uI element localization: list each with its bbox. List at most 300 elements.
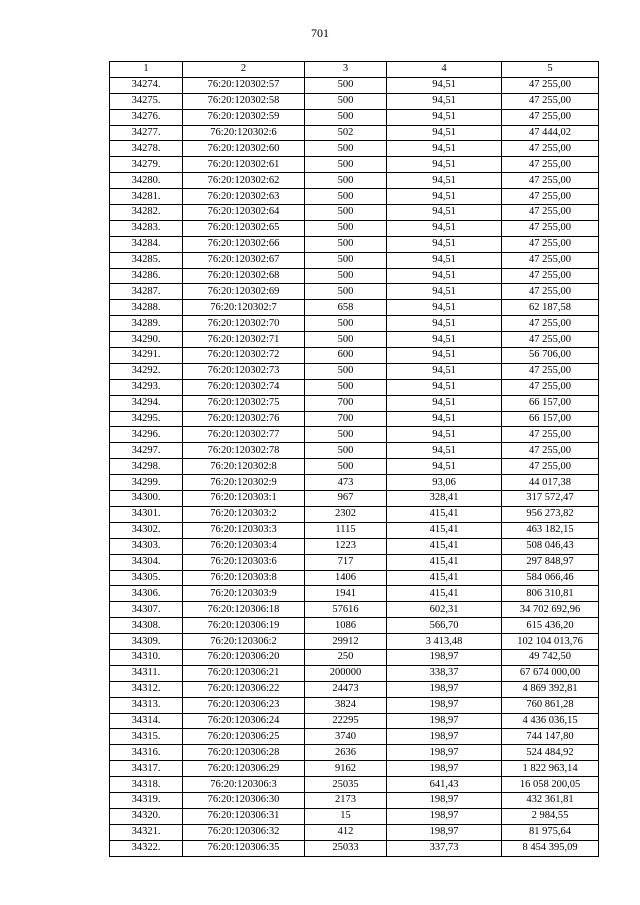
cadastral-number-cell: 76:20:120302:78 xyxy=(183,443,305,459)
area-cell: 500 xyxy=(305,205,387,221)
area-cell: 24473 xyxy=(305,681,387,697)
rate-cell: 94,51 xyxy=(387,141,502,157)
cadastral-number-cell: 76:20:120302:8 xyxy=(183,459,305,475)
value-cell: 47 255,00 xyxy=(502,284,599,300)
cadastral-number-cell: 76:20:120302:59 xyxy=(183,109,305,125)
rate-cell: 198,97 xyxy=(387,792,502,808)
row-number-cell: 34305. xyxy=(110,570,183,586)
row-number-cell: 34316. xyxy=(110,745,183,761)
cadastral-number-cell: 76:20:120302:9 xyxy=(183,475,305,491)
row-number-cell: 34318. xyxy=(110,777,183,793)
data-table xyxy=(109,61,599,857)
row-number-cell: 34286. xyxy=(110,268,183,284)
value-cell: 317 572,47 xyxy=(502,491,599,507)
row-number-cell: 34306. xyxy=(110,586,183,602)
row-number-cell: 34317. xyxy=(110,761,183,777)
cadastral-number-cell: 76:20:120306:29 xyxy=(183,761,305,777)
value-cell: 47 255,00 xyxy=(502,205,599,221)
cadastral-number-cell: 76:20:120302:65 xyxy=(183,220,305,236)
value-cell: 67 674 000,00 xyxy=(502,665,599,681)
row-number-cell: 34277. xyxy=(110,125,183,141)
value-cell: 8 454 395,09 xyxy=(502,840,599,856)
value-cell: 47 255,00 xyxy=(502,189,599,205)
row-number-cell: 34308. xyxy=(110,618,183,634)
rate-cell: 94,51 xyxy=(387,93,502,109)
row-number-cell: 34295. xyxy=(110,411,183,427)
value-cell: 16 058 200,05 xyxy=(502,777,599,793)
row-number-cell: 34282. xyxy=(110,205,183,221)
cadastral-number-cell: 76:20:120306:28 xyxy=(183,745,305,761)
cadastral-number-cell: 76:20:120306:2 xyxy=(183,634,305,650)
cadastral-number-cell: 76:20:120302:7 xyxy=(183,300,305,316)
cadastral-number-cell: 76:20:120302:57 xyxy=(183,77,305,93)
value-cell: 760 861,28 xyxy=(502,697,599,713)
value-cell: 47 255,00 xyxy=(502,77,599,93)
table-row xyxy=(110,602,599,618)
area-cell: 3740 xyxy=(305,729,387,745)
area-cell: 412 xyxy=(305,824,387,840)
table-row xyxy=(110,729,599,745)
value-cell: 56 706,00 xyxy=(502,348,599,364)
cadastral-number-cell: 76:20:120306:23 xyxy=(183,697,305,713)
table-row xyxy=(110,300,599,316)
cadastral-number-cell: 76:20:120303:4 xyxy=(183,538,305,554)
row-number-cell: 34314. xyxy=(110,713,183,729)
rate-cell: 94,51 xyxy=(387,348,502,364)
cadastral-number-cell: 76:20:120306:19 xyxy=(183,618,305,634)
rate-cell: 198,97 xyxy=(387,697,502,713)
row-number-cell: 34294. xyxy=(110,395,183,411)
cadastral-number-cell: 76:20:120302:72 xyxy=(183,348,305,364)
table-row xyxy=(110,332,599,348)
rate-cell: 94,51 xyxy=(387,236,502,252)
table-row xyxy=(110,649,599,665)
rate-cell: 198,97 xyxy=(387,808,502,824)
value-cell: 47 255,00 xyxy=(502,93,599,109)
rate-cell: 3 413,48 xyxy=(387,634,502,650)
row-number-cell: 34313. xyxy=(110,697,183,713)
cadastral-number-cell: 76:20:120302:67 xyxy=(183,252,305,268)
row-number-cell: 34303. xyxy=(110,538,183,554)
cadastral-number-cell: 76:20:120302:73 xyxy=(183,363,305,379)
row-number-cell: 34288. xyxy=(110,300,183,316)
row-number-cell: 34285. xyxy=(110,252,183,268)
table-row xyxy=(110,475,599,491)
rate-cell: 94,51 xyxy=(387,443,502,459)
area-cell: 22295 xyxy=(305,713,387,729)
cadastral-number-cell: 76:20:120302:63 xyxy=(183,189,305,205)
area-cell: 1223 xyxy=(305,538,387,554)
rate-cell: 94,51 xyxy=(387,332,502,348)
row-number-cell: 34278. xyxy=(110,141,183,157)
cadastral-number-cell: 76:20:120306:32 xyxy=(183,824,305,840)
column-header: 1 xyxy=(110,62,183,78)
table-row xyxy=(110,173,599,189)
area-cell: 500 xyxy=(305,236,387,252)
row-number-cell: 34312. xyxy=(110,681,183,697)
rate-cell: 94,51 xyxy=(387,205,502,221)
value-cell: 47 255,00 xyxy=(502,252,599,268)
table-row xyxy=(110,252,599,268)
value-cell: 47 255,00 xyxy=(502,141,599,157)
value-cell: 432 361,81 xyxy=(502,792,599,808)
area-cell: 700 xyxy=(305,395,387,411)
value-cell: 47 255,00 xyxy=(502,236,599,252)
cadastral-number-cell: 76:20:120302:60 xyxy=(183,141,305,157)
area-cell: 967 xyxy=(305,491,387,507)
row-number-cell: 34296. xyxy=(110,427,183,443)
table-row xyxy=(110,586,599,602)
area-cell: 2636 xyxy=(305,745,387,761)
rate-cell: 93,06 xyxy=(387,475,502,491)
column-header: 4 xyxy=(387,62,502,78)
table-row xyxy=(110,268,599,284)
cadastral-number-cell: 76:20:120303:3 xyxy=(183,522,305,538)
table-row xyxy=(110,840,599,856)
cadastral-number-cell: 76:20:120302:71 xyxy=(183,332,305,348)
value-cell: 47 255,00 xyxy=(502,363,599,379)
row-number-cell: 34292. xyxy=(110,363,183,379)
value-cell: 1 822 963,14 xyxy=(502,761,599,777)
row-number-cell: 34279. xyxy=(110,157,183,173)
row-number-cell: 34290. xyxy=(110,332,183,348)
table-row xyxy=(110,792,599,808)
row-number-cell: 34291. xyxy=(110,348,183,364)
cadastral-number-cell: 76:20:120302:62 xyxy=(183,173,305,189)
table-row xyxy=(110,697,599,713)
rate-cell: 94,51 xyxy=(387,173,502,189)
area-cell: 2173 xyxy=(305,792,387,808)
area-cell: 1406 xyxy=(305,570,387,586)
area-cell: 500 xyxy=(305,284,387,300)
table-row xyxy=(110,363,599,379)
table-row xyxy=(110,157,599,173)
rate-cell: 198,97 xyxy=(387,761,502,777)
row-number-cell: 34298. xyxy=(110,459,183,475)
value-cell: 47 255,00 xyxy=(502,459,599,475)
row-number-cell: 34275. xyxy=(110,93,183,109)
area-cell: 500 xyxy=(305,157,387,173)
value-cell: 47 255,00 xyxy=(502,379,599,395)
rate-cell: 94,51 xyxy=(387,379,502,395)
cadastral-number-cell: 76:20:120302:68 xyxy=(183,268,305,284)
value-cell: 806 310,81 xyxy=(502,586,599,602)
cadastral-number-cell: 76:20:120303:2 xyxy=(183,506,305,522)
table-row xyxy=(110,220,599,236)
table-row xyxy=(110,284,599,300)
value-cell: 463 182,15 xyxy=(502,522,599,538)
rate-cell: 415,41 xyxy=(387,570,502,586)
table-row xyxy=(110,618,599,634)
table-row xyxy=(110,443,599,459)
row-number-cell: 34284. xyxy=(110,236,183,252)
area-cell: 500 xyxy=(305,109,387,125)
value-cell: 49 742,50 xyxy=(502,649,599,665)
table-body xyxy=(110,77,599,856)
table-row xyxy=(110,411,599,427)
value-cell: 62 187,58 xyxy=(502,300,599,316)
area-cell: 473 xyxy=(305,475,387,491)
rate-cell: 415,41 xyxy=(387,586,502,602)
value-cell: 47 255,00 xyxy=(502,268,599,284)
value-cell: 47 255,00 xyxy=(502,173,599,189)
column-header: 5 xyxy=(502,62,599,78)
row-number-cell: 34319. xyxy=(110,792,183,808)
rate-cell: 94,51 xyxy=(387,284,502,300)
row-number-cell: 34320. xyxy=(110,808,183,824)
value-cell: 66 157,00 xyxy=(502,411,599,427)
rate-cell: 415,41 xyxy=(387,554,502,570)
table-row xyxy=(110,379,599,395)
row-number-cell: 34281. xyxy=(110,189,183,205)
rate-cell: 94,51 xyxy=(387,300,502,316)
row-number-cell: 34283. xyxy=(110,220,183,236)
rate-cell: 94,51 xyxy=(387,411,502,427)
table-row xyxy=(110,761,599,777)
rate-cell: 641,43 xyxy=(387,777,502,793)
area-cell: 9162 xyxy=(305,761,387,777)
rate-cell: 198,97 xyxy=(387,681,502,697)
area-cell: 200000 xyxy=(305,665,387,681)
rate-cell: 94,51 xyxy=(387,77,502,93)
table-row xyxy=(110,522,599,538)
table-row xyxy=(110,125,599,141)
area-cell: 500 xyxy=(305,141,387,157)
area-cell: 500 xyxy=(305,77,387,93)
cadastral-number-cell: 76:20:120303:6 xyxy=(183,554,305,570)
area-cell: 1115 xyxy=(305,522,387,538)
cadastral-number-cell: 76:20:120302:64 xyxy=(183,205,305,221)
area-cell: 1941 xyxy=(305,586,387,602)
table-row xyxy=(110,189,599,205)
table-row xyxy=(110,554,599,570)
area-cell: 25033 xyxy=(305,840,387,856)
rate-cell: 198,97 xyxy=(387,649,502,665)
row-number-cell: 34322. xyxy=(110,840,183,856)
value-cell: 584 066,46 xyxy=(502,570,599,586)
table-row xyxy=(110,348,599,364)
area-cell: 29912 xyxy=(305,634,387,650)
value-cell: 47 255,00 xyxy=(502,443,599,459)
area-cell: 15 xyxy=(305,808,387,824)
row-number-cell: 34310. xyxy=(110,649,183,665)
cadastral-number-cell: 76:20:120302:66 xyxy=(183,236,305,252)
rate-cell: 94,51 xyxy=(387,363,502,379)
rate-cell: 94,51 xyxy=(387,316,502,332)
cadastral-number-cell: 76:20:120302:6 xyxy=(183,125,305,141)
cadastral-number-cell: 76:20:120306:22 xyxy=(183,681,305,697)
area-cell: 500 xyxy=(305,220,387,236)
table-row xyxy=(110,109,599,125)
value-cell: 47 255,00 xyxy=(502,332,599,348)
table-row xyxy=(110,395,599,411)
area-cell: 500 xyxy=(305,189,387,205)
table-row xyxy=(110,459,599,475)
table-row xyxy=(110,808,599,824)
table-row xyxy=(110,77,599,93)
area-cell: 600 xyxy=(305,348,387,364)
area-cell: 500 xyxy=(305,427,387,443)
table-row xyxy=(110,316,599,332)
table-row xyxy=(110,634,599,650)
rate-cell: 94,51 xyxy=(387,220,502,236)
rate-cell: 198,97 xyxy=(387,729,502,745)
row-number-cell: 34289. xyxy=(110,316,183,332)
cadastral-number-cell: 76:20:120302:70 xyxy=(183,316,305,332)
cadastral-number-cell: 76:20:120302:61 xyxy=(183,157,305,173)
table-header-row xyxy=(110,62,599,78)
rate-cell: 198,97 xyxy=(387,745,502,761)
table-row xyxy=(110,93,599,109)
value-cell: 44 017,38 xyxy=(502,475,599,491)
area-cell: 500 xyxy=(305,268,387,284)
table-row xyxy=(110,681,599,697)
area-cell: 57616 xyxy=(305,602,387,618)
rate-cell: 94,51 xyxy=(387,109,502,125)
table-row xyxy=(110,427,599,443)
rate-cell: 415,41 xyxy=(387,506,502,522)
row-number-cell: 34309. xyxy=(110,634,183,650)
value-cell: 66 157,00 xyxy=(502,395,599,411)
rate-cell: 198,97 xyxy=(387,713,502,729)
cadastral-number-cell: 76:20:120306:18 xyxy=(183,602,305,618)
area-cell: 658 xyxy=(305,300,387,316)
cadastral-number-cell: 76:20:120302:77 xyxy=(183,427,305,443)
cadastral-number-cell: 76:20:120302:74 xyxy=(183,379,305,395)
cadastral-number-cell: 76:20:120306:3 xyxy=(183,777,305,793)
value-cell: 297 848,97 xyxy=(502,554,599,570)
table-row xyxy=(110,141,599,157)
area-cell: 500 xyxy=(305,316,387,332)
table-row xyxy=(110,491,599,507)
cadastral-number-cell: 76:20:120303:9 xyxy=(183,586,305,602)
area-cell: 500 xyxy=(305,173,387,189)
area-cell: 500 xyxy=(305,363,387,379)
value-cell: 102 104 013,76 xyxy=(502,634,599,650)
cadastral-number-cell: 76:20:120302:76 xyxy=(183,411,305,427)
rate-cell: 328,41 xyxy=(387,491,502,507)
value-cell: 47 255,00 xyxy=(502,157,599,173)
row-number-cell: 34302. xyxy=(110,522,183,538)
rate-cell: 94,51 xyxy=(387,157,502,173)
value-cell: 34 702 692,96 xyxy=(502,602,599,618)
row-number-cell: 34321. xyxy=(110,824,183,840)
column-header: 2 xyxy=(183,62,305,78)
value-cell: 744 147,80 xyxy=(502,729,599,745)
rate-cell: 415,41 xyxy=(387,538,502,554)
row-number-cell: 34301. xyxy=(110,506,183,522)
value-cell: 956 273,82 xyxy=(502,506,599,522)
area-cell: 3824 xyxy=(305,697,387,713)
area-cell: 1086 xyxy=(305,618,387,634)
value-cell: 4 869 392,81 xyxy=(502,681,599,697)
value-cell: 615 436,20 xyxy=(502,618,599,634)
rate-cell: 415,41 xyxy=(387,522,502,538)
row-number-cell: 34315. xyxy=(110,729,183,745)
rate-cell: 94,51 xyxy=(387,268,502,284)
cadastral-number-cell: 76:20:120302:69 xyxy=(183,284,305,300)
cadastral-number-cell: 76:20:120306:24 xyxy=(183,713,305,729)
table-row xyxy=(110,538,599,554)
table-row xyxy=(110,570,599,586)
row-number-cell: 34274. xyxy=(110,77,183,93)
table-row xyxy=(110,777,599,793)
row-number-cell: 34311. xyxy=(110,665,183,681)
table-row xyxy=(110,713,599,729)
cadastral-number-cell: 76:20:120303:1 xyxy=(183,491,305,507)
value-cell: 81 975,64 xyxy=(502,824,599,840)
cadastral-number-cell: 76:20:120306:21 xyxy=(183,665,305,681)
cadastral-number-cell: 76:20:120306:20 xyxy=(183,649,305,665)
value-cell: 47 255,00 xyxy=(502,316,599,332)
value-cell: 524 484,92 xyxy=(502,745,599,761)
row-number-cell: 34287. xyxy=(110,284,183,300)
area-cell: 500 xyxy=(305,379,387,395)
column-header: 3 xyxy=(305,62,387,78)
rate-cell: 566,70 xyxy=(387,618,502,634)
rate-cell: 198,97 xyxy=(387,824,502,840)
row-number-cell: 34280. xyxy=(110,173,183,189)
area-cell: 500 xyxy=(305,93,387,109)
cadastral-number-cell: 76:20:120306:30 xyxy=(183,792,305,808)
rate-cell: 94,51 xyxy=(387,459,502,475)
area-cell: 25035 xyxy=(305,777,387,793)
rate-cell: 602,31 xyxy=(387,602,502,618)
area-cell: 500 xyxy=(305,459,387,475)
area-cell: 250 xyxy=(305,649,387,665)
value-cell: 47 444,02 xyxy=(502,125,599,141)
cadastral-number-cell: 76:20:120302:75 xyxy=(183,395,305,411)
area-cell: 500 xyxy=(305,252,387,268)
cadastral-number-cell: 76:20:120303:8 xyxy=(183,570,305,586)
area-cell: 2302 xyxy=(305,506,387,522)
row-number-cell: 34299. xyxy=(110,475,183,491)
rate-cell: 337,73 xyxy=(387,840,502,856)
cadastral-number-cell: 76:20:120306:35 xyxy=(183,840,305,856)
table-row xyxy=(110,745,599,761)
area-cell: 500 xyxy=(305,443,387,459)
table-row xyxy=(110,665,599,681)
value-cell: 47 255,00 xyxy=(502,220,599,236)
page-number: 701 xyxy=(311,26,329,40)
rate-cell: 94,51 xyxy=(387,427,502,443)
table-row xyxy=(110,506,599,522)
row-number-cell: 34304. xyxy=(110,554,183,570)
row-number-cell: 34297. xyxy=(110,443,183,459)
area-cell: 700 xyxy=(305,411,387,427)
value-cell: 508 046,43 xyxy=(502,538,599,554)
rate-cell: 94,51 xyxy=(387,189,502,205)
table-row xyxy=(110,236,599,252)
rate-cell: 94,51 xyxy=(387,252,502,268)
cadastral-number-cell: 76:20:120306:25 xyxy=(183,729,305,745)
row-number-cell: 34307. xyxy=(110,602,183,618)
table-row xyxy=(110,205,599,221)
cadastral-number-cell: 76:20:120306:31 xyxy=(183,808,305,824)
rate-cell: 94,51 xyxy=(387,395,502,411)
value-cell: 47 255,00 xyxy=(502,109,599,125)
row-number-cell: 34300. xyxy=(110,491,183,507)
cadastral-number-cell: 76:20:120302:58 xyxy=(183,93,305,109)
rate-cell: 94,51 xyxy=(387,125,502,141)
row-number-cell: 34276. xyxy=(110,109,183,125)
value-cell: 4 436 036,15 xyxy=(502,713,599,729)
table-row xyxy=(110,824,599,840)
area-cell: 502 xyxy=(305,125,387,141)
value-cell: 47 255,00 xyxy=(502,427,599,443)
area-cell: 500 xyxy=(305,332,387,348)
rate-cell: 338,37 xyxy=(387,665,502,681)
